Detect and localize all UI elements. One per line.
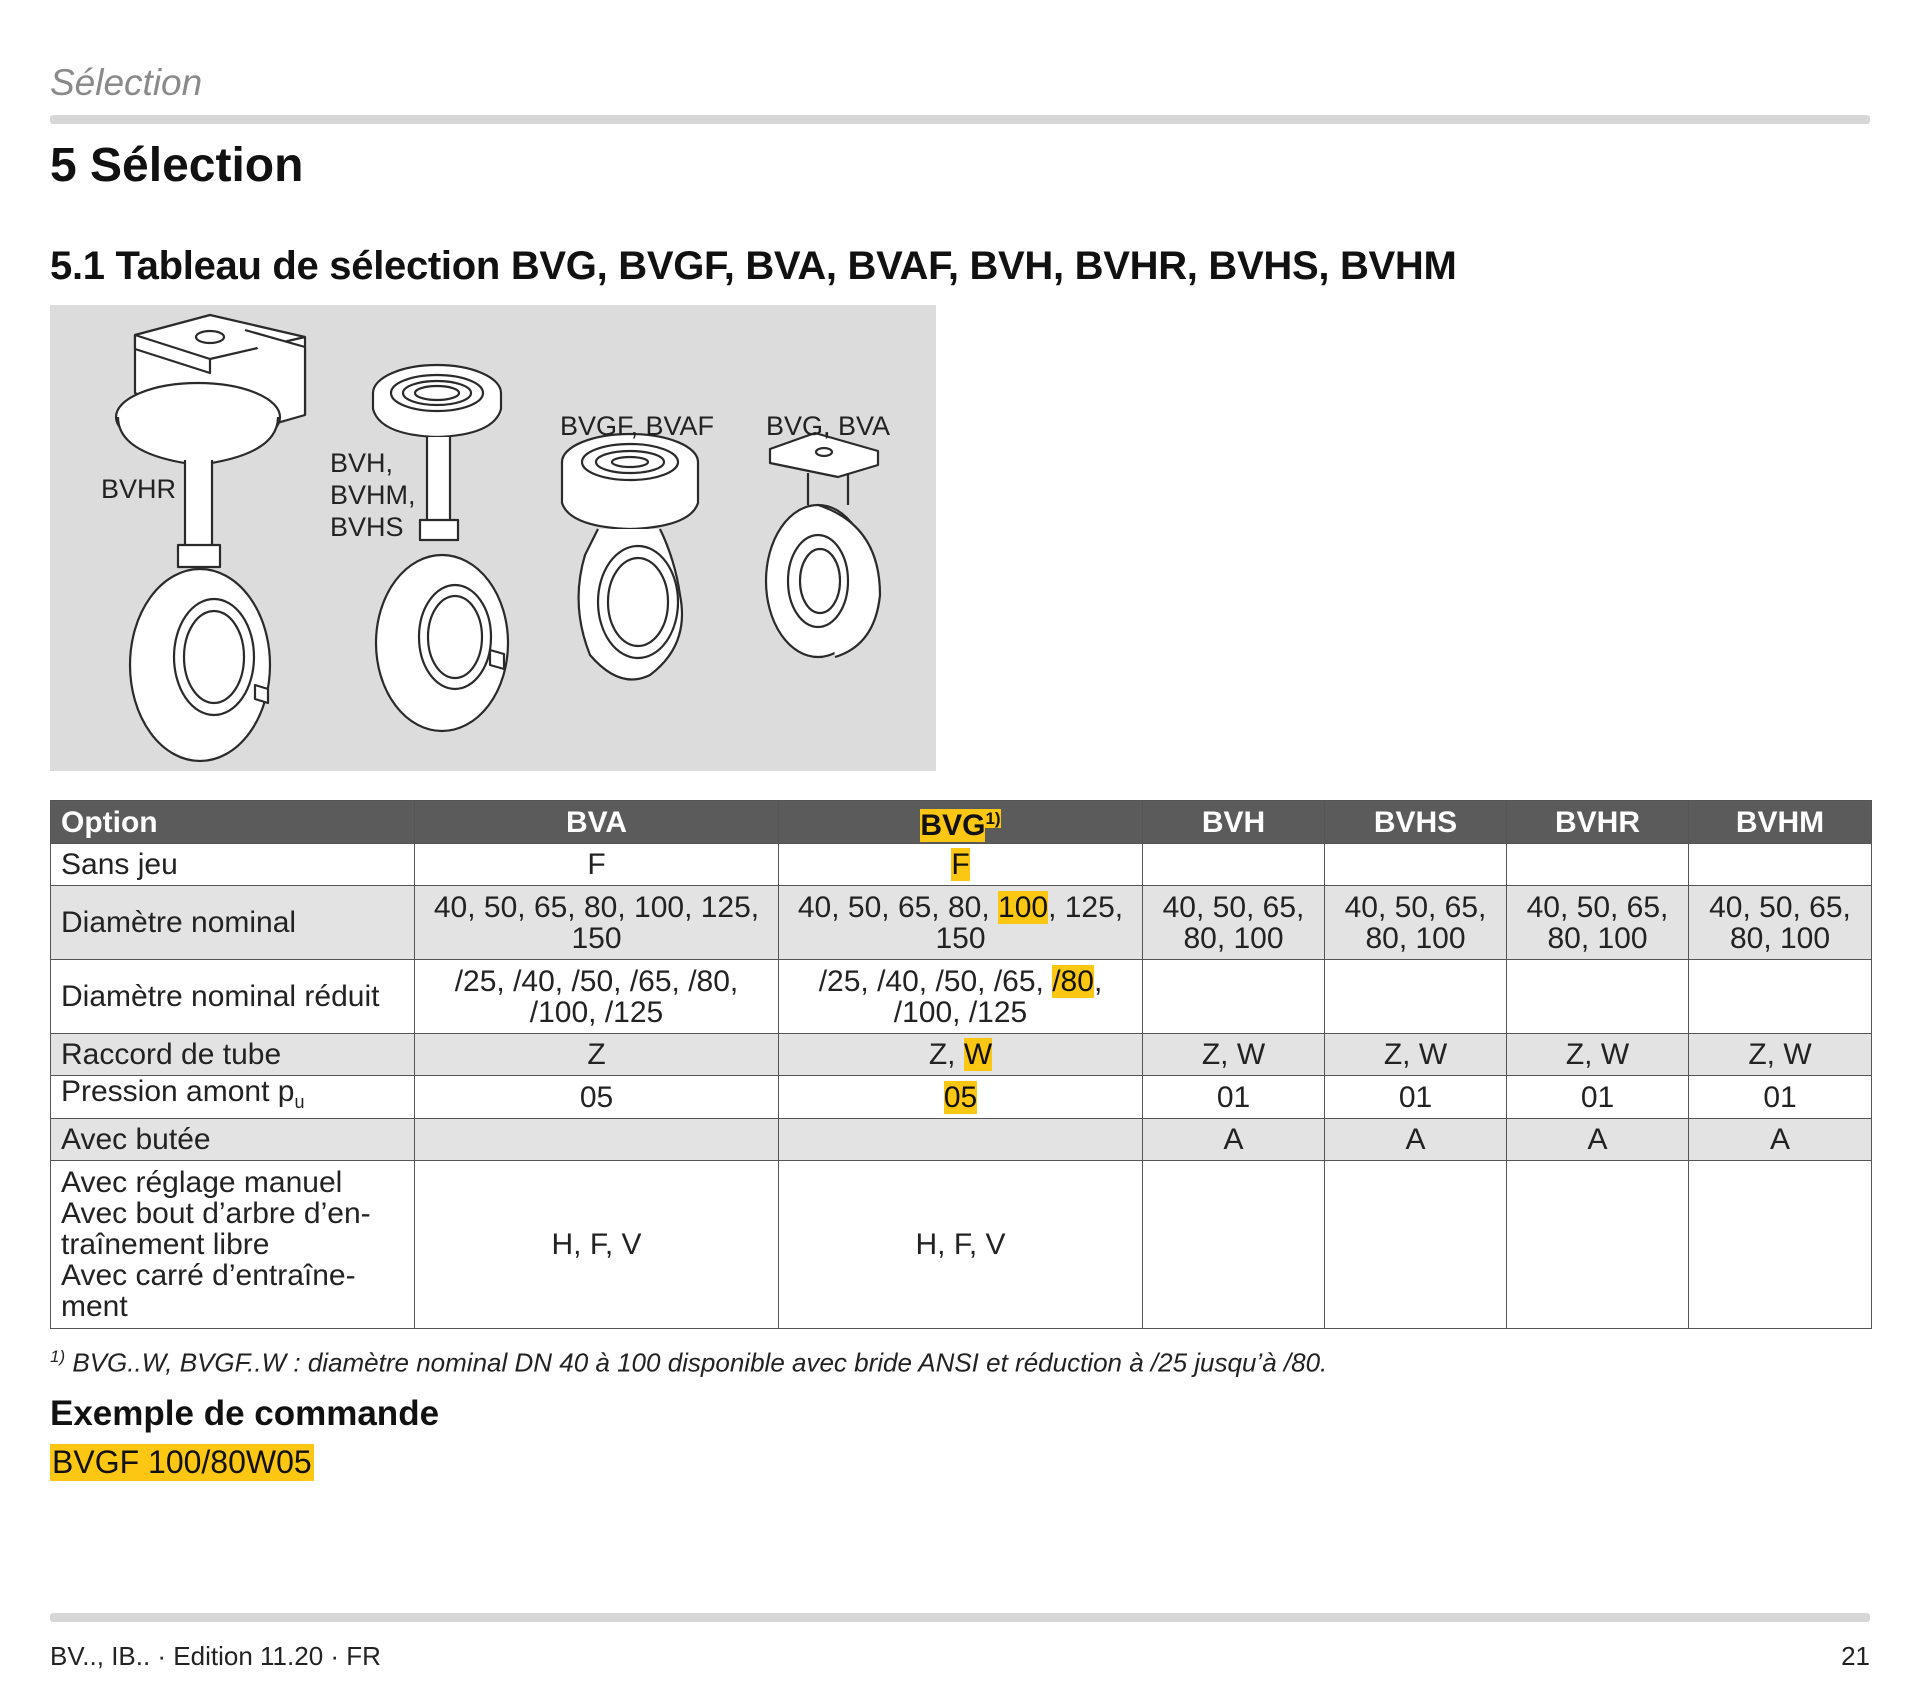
section-title: 5.1 Tableau de sélection BVG, BVGF, BVA, BVAF, BVH, BVHR, BVHS, BVHM [50,244,1457,288]
table-cell [1689,1161,1872,1329]
table-cell [1507,960,1689,1034]
table-cell: 40, 50, 65, 80, 100, 125, 150 [415,886,779,960]
header-bvg [779,801,1143,844]
table-cell: 01 [1143,1076,1325,1119]
cell-part: /25, /40, /50, /65, [818,964,1053,998]
header-bvhr: BVHR [1507,801,1689,844]
header-bva: BVA [415,801,779,844]
row-label: Raccord de tube [51,1034,415,1076]
footer-rule [50,1613,1870,1622]
footnote-mark: 1) [985,809,1001,828]
label-bvh-bvhm-bvhs: BVH, BVHM, BVHS [330,448,416,542]
footnote-marker: 1) [50,1347,66,1366]
table-cell: 01 [1507,1076,1689,1119]
table-row [51,886,1872,960]
table-cell: A [1325,1119,1507,1161]
footer-edition: BV.., IB.. · Edition 11.20 · FR [50,1641,381,1671]
table-cell [1143,844,1325,886]
table-cell [1325,960,1507,1034]
table-cell: A [1507,1119,1689,1161]
row-label: Avec butée [51,1119,415,1161]
row-label: Avec réglage manuel Avec bout d’arbre d’en- traînement libre Avec carré d’entraîne- ment [51,1161,415,1329]
table-cell [1325,844,1507,886]
table-cell: /25, /40, /50, /65, /80, /100, /125 [415,960,779,1034]
cell-part: Z, [928,1038,964,1071]
table-cell: 01 [1325,1076,1507,1119]
table-cell: Z [415,1034,779,1076]
highlighted-value: 100 [998,890,1049,924]
table-cell-bvg [779,1076,1143,1119]
table-cell [1507,1161,1689,1329]
row-label: Diamètre nominal réduit [51,960,415,1034]
valve-figure [50,305,936,771]
cell-part: , 125, 150 [935,890,1124,955]
page-number: 21 [1841,1641,1870,1671]
table-cell: 40, 50, 65, 80, 100 [1143,886,1325,960]
header-bvh: BVH [1143,801,1325,844]
table-row [51,1076,1872,1119]
table-cell [1325,1161,1507,1329]
bvgf-valve-drawing [562,434,698,680]
table-cell: Z, W [1143,1034,1325,1076]
table-cell: Z, W [1689,1034,1872,1076]
running-head: Sélection [50,62,203,103]
table-cell: F [415,844,779,886]
bvh-valve-drawing [373,365,508,731]
table-cell: H, F, V [779,1161,1143,1329]
table-row [51,844,1872,886]
table-row [51,960,1872,1034]
highlighted-value: W [963,1038,993,1071]
row-label-text: Pression amont p [61,1075,295,1108]
header-bvhm: BVHM [1689,801,1872,844]
table-cell [1143,1161,1325,1329]
valve-illustrations [50,305,936,771]
table-cell: 40, 50, 65, 80, 100 [1689,886,1872,960]
table-cell: 40, 50, 65, 80, 100 [1325,886,1507,960]
table-cell-bvg [779,960,1143,1034]
label-bvhr: BVHR [101,474,177,504]
table-row [51,1034,1872,1076]
table-cell [1507,844,1689,886]
row-label-subscript: u [294,1092,305,1112]
table-cell: 01 [1689,1076,1872,1119]
highlighted-value: /80 [1052,964,1094,998]
bvg-valve-drawing [766,433,880,657]
row-label: Diamètre nominal [51,886,415,960]
table-cell: A [1689,1119,1872,1161]
table-cell: A [1143,1119,1325,1161]
cell-part: , /100, /125 [893,964,1103,1029]
highlighted-value: 05 [943,1080,978,1114]
table-cell: H, F, V [415,1161,779,1329]
table-cell: 40, 50, 65, 80, 100 [1507,886,1689,960]
header-bvg-label: BVG [920,809,986,842]
table-cell [779,1119,1143,1161]
header-bvhs: BVHS [1325,801,1507,844]
table-cell-bvg [779,844,1143,886]
table-cell [415,1119,779,1161]
table-cell: 05 [415,1076,779,1119]
header-rule [50,115,1870,124]
footnote [50,1347,1327,1379]
bvhr-valve-drawing [116,315,305,761]
footnote-text: BVG..W, BVGF..W : diamètre nominal DN 40 à 100 disponible avec bride ANSI et réduction à /25 jusqu’à /80. [72,1347,1328,1378]
table-cell [1689,960,1872,1034]
table-cell-bvg [779,1034,1143,1076]
table-row [51,1161,1872,1329]
table-cell: Z, W [1325,1034,1507,1076]
row-label: Sans jeu [51,844,415,886]
table-cell-bvg [779,886,1143,960]
order-example-title: Exemple de commande [50,1394,440,1433]
table-header-row [51,801,1872,844]
row-label [51,1076,415,1119]
label-bvg-bva: BVG, BVA [766,411,891,441]
page-title: 5 Sélection [50,139,304,192]
table-cell [1689,844,1872,886]
label-bvgf-bvaf: BVGF, BVAF [560,411,715,441]
table-cell [1143,960,1325,1034]
cell-part: 40, 50, 65, 80, [797,890,999,924]
selection-table [50,800,1872,1329]
order-example-value: BVGF 100/80W05 [52,1444,312,1480]
header-option: Option [51,801,415,844]
table-row [51,1119,1872,1161]
table-cell: Z, W [1507,1034,1689,1076]
highlighted-value: F [951,848,970,881]
